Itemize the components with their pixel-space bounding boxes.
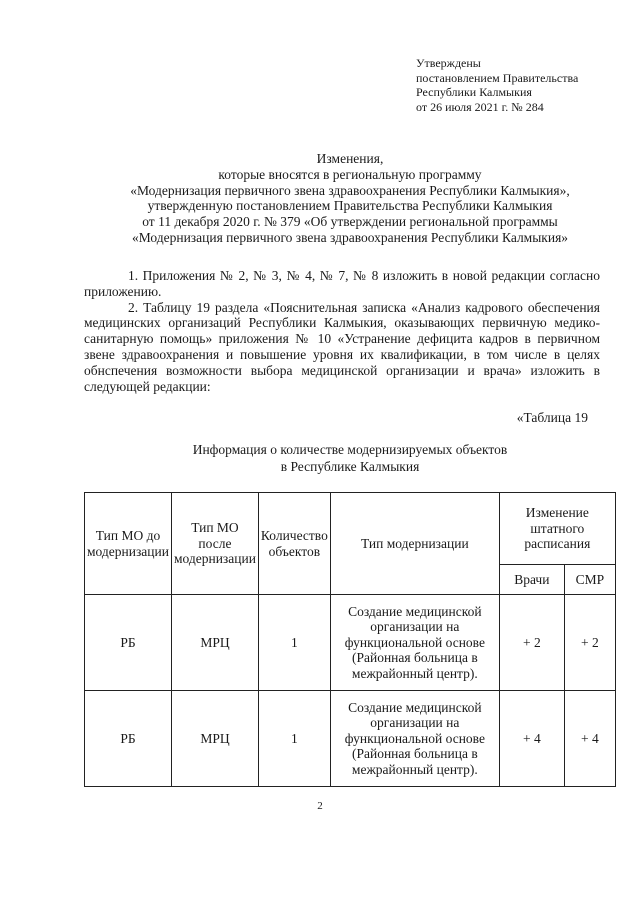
cell-modernization: Создание медицинской организации на функциональной основе (Районная больница в межрайонный центр).	[330, 595, 499, 691]
modernization-table	[84, 492, 616, 787]
header-staff-change: Изменение штатного расписания	[499, 493, 615, 565]
cell-smr: + 4	[564, 691, 615, 787]
cell-type-after: МРЦ	[171, 691, 258, 787]
cell-type-after: МРЦ	[171, 595, 258, 691]
document-title	[80, 151, 620, 246]
table-caption	[80, 442, 620, 475]
table-row	[85, 691, 616, 787]
cell-type-before: РБ	[85, 691, 172, 787]
approval-block	[416, 56, 578, 114]
title-line: «Модернизация первичного звена здравоохранения Республики Калмыкия»,	[130, 182, 570, 198]
table-label: «Таблица 19	[516, 410, 588, 425]
body-text	[84, 268, 600, 394]
title-line: которые вносятся в региональную программу	[218, 166, 482, 182]
caption-line: Информация о количестве модернизируемых объектов	[192, 442, 508, 457]
caption-line: в Республике Калмыкия	[280, 458, 420, 474]
page-number: 2	[317, 800, 323, 812]
header-type-after: Тип МО после модернизации	[171, 493, 258, 595]
cell-doctors: + 2	[499, 595, 564, 691]
approval-line: Утверждены	[416, 56, 481, 70]
paragraph-2: 2. Таблицу 19 раздела «Пояснительная записка «Анализ кадрового обеспечения медицинских организаций Республики Калмыкия, оказывающих первичную медико-санитарную помощь» приложения № 10 «Устранение дефицита кадров в первичном звене здравоохранения и повышение уровня их квалификации, в том числе в целях обнспечения возможности выбора медицинской организации и врача» изложить в следующей редакции:	[84, 299, 600, 394]
title-line: от 11 декабря 2020 г. № 379 «Об утверждении региональной программы	[142, 214, 558, 230]
table-row	[85, 595, 616, 691]
header-count: Количество объектов	[258, 493, 330, 595]
title-line: Изменения,	[316, 151, 384, 166]
approval-line: постановлением Правительства	[416, 70, 579, 85]
cell-type-before: РБ	[85, 595, 172, 691]
approval-line: Республики Калмыкия	[416, 85, 532, 99]
paragraph-1: 1. Приложения № 2, № 3, № 4, № 7, № 8 изложить в новой редакции согласно приложению.	[84, 268, 600, 299]
title-line: «Модернизация первичного звена здравоохранения Республики Калмыкия»	[131, 229, 569, 245]
cell-count: 1	[258, 595, 330, 691]
cell-count: 1	[258, 691, 330, 787]
approval-line: от 26 июля 2021 г. № 284	[416, 99, 544, 114]
header-type-before: Тип МО до модернизации	[85, 493, 172, 595]
title-line: утвержденную постановлением Правительства Республики Калмыкия	[147, 198, 553, 214]
cell-modernization: Создание медицинской организации на функциональной основе (Районная больница в межрайонный центр).	[330, 691, 499, 787]
header-doctors: Врачи	[499, 565, 564, 595]
header-row	[85, 493, 616, 565]
header-smr: СМР	[564, 565, 615, 595]
header-modernization-type: Тип модернизации	[330, 493, 499, 595]
cell-smr: + 2	[564, 595, 615, 691]
cell-doctors: + 4	[499, 691, 564, 787]
